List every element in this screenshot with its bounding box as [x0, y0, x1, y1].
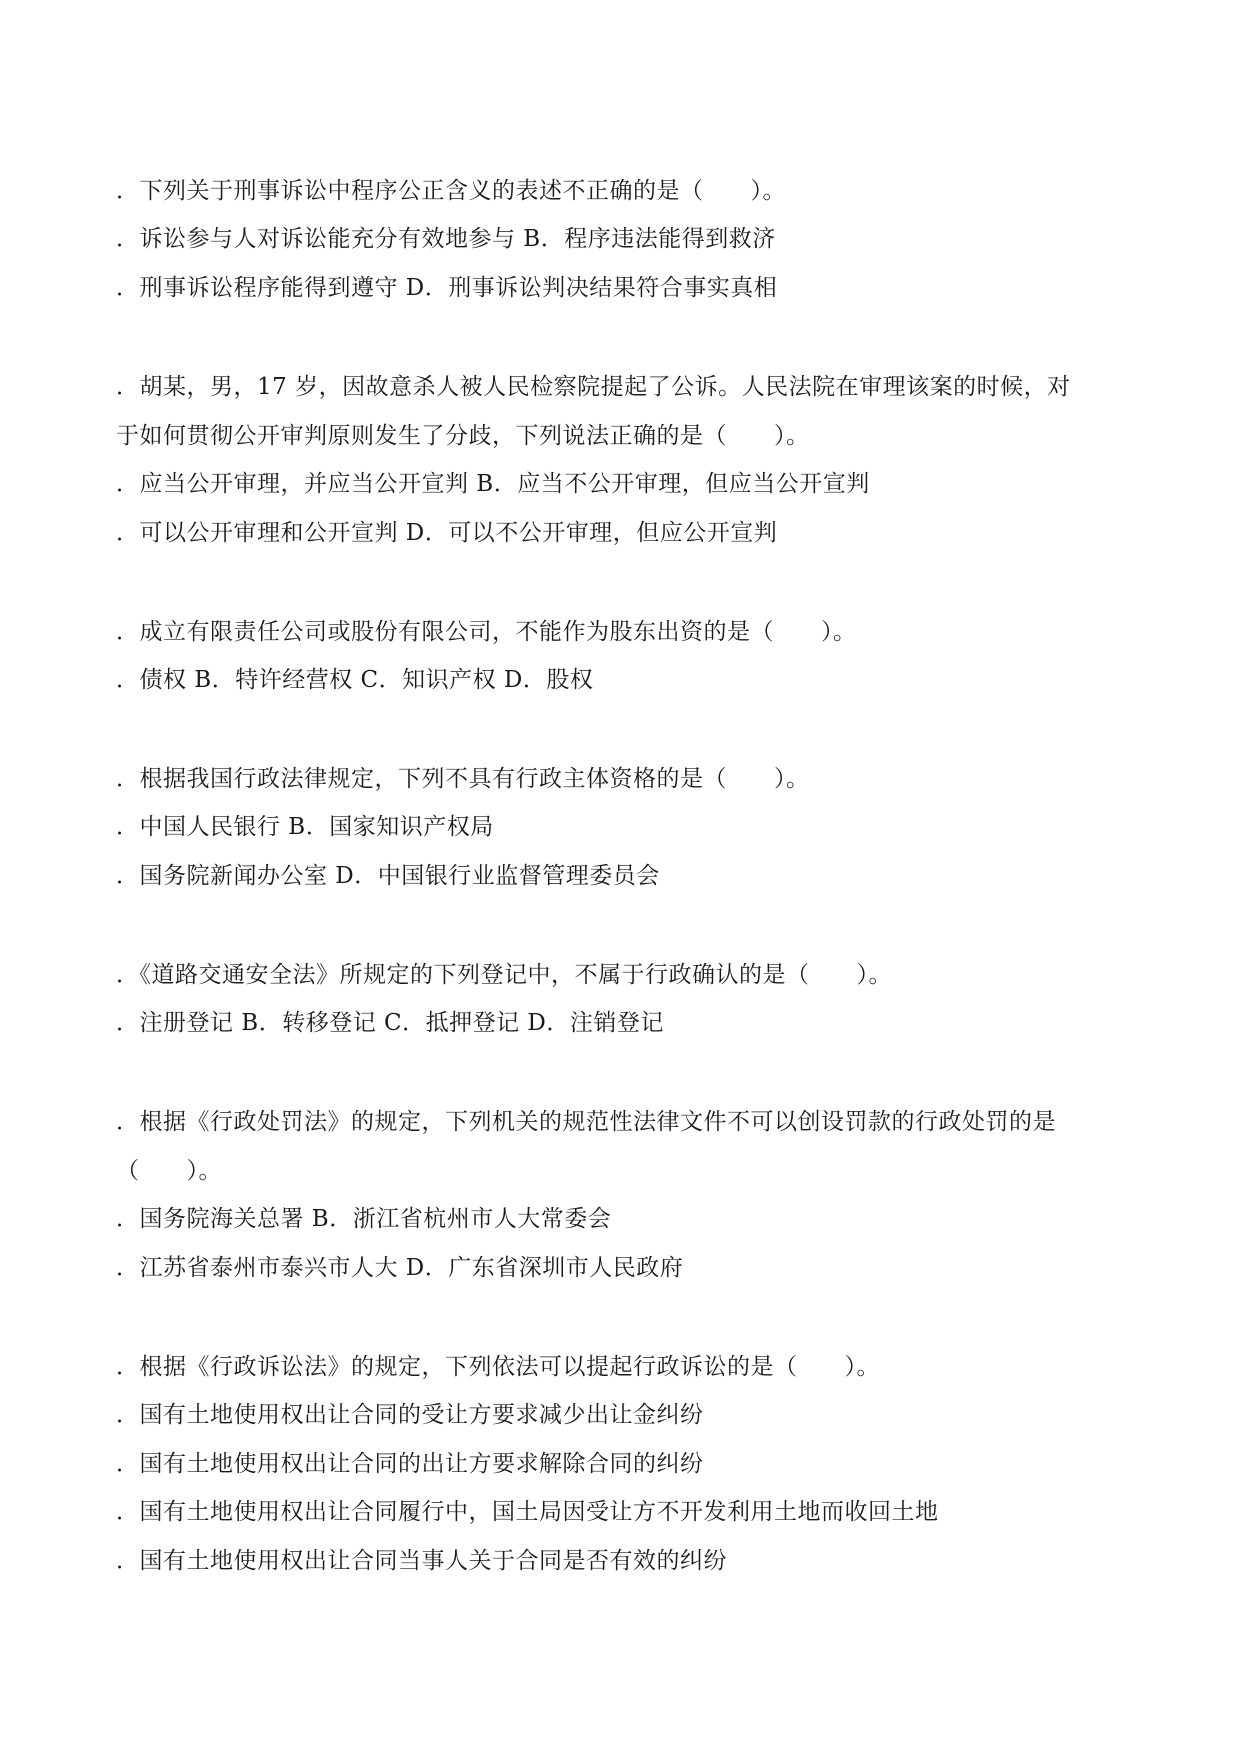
- question-3-stem: ．成立有限责任公司或股份有限公司，不能作为股东出资的是（ ）。: [116, 619, 857, 645]
- question-5-stem: ．《道路交通安全法》所规定的下列登记中，不属于行政确认的是（ ）。: [116, 962, 892, 988]
- question-2-options-ab: ．应当公开审理，并应当公开宣判 B．应当不公开审理，但应当公开宣判: [116, 471, 870, 497]
- question-6-options-ab: ．国务院海关总署 B．浙江省杭州市人大常委会: [116, 1206, 612, 1232]
- question-2-stem-line-2: 于如何贯彻公开审判原则发生了分歧，下列说法正确的是（ ）。: [116, 423, 810, 449]
- question-7-option-b: ．国有土地使用权出让合同的出让方要求解除合同的纠纷: [116, 1451, 704, 1477]
- question-1-options-ab: ．诉讼参与人对诉讼能充分有效地参与 B．程序违法能得到救济: [116, 226, 776, 252]
- question-7-option-a: ．国有土地使用权出让合同的受让方要求减少出让金纠纷: [116, 1402, 704, 1428]
- question-7-option-c: ．国有土地使用权出让合同履行中，国土局因受让方不开发利用土地而收回土地: [116, 1499, 939, 1525]
- question-1-stem: ．下列关于刑事诉讼中程序公正含义的表述不正确的是（ ）。: [116, 178, 786, 204]
- question-6-stem-line-2: （ ）。: [116, 1158, 222, 1184]
- question-6-options-cd: ．江苏省泰州市泰兴市人大 D．广东省深圳市人民政府: [116, 1255, 684, 1281]
- question-3-options: ．债权 B．特许经营权 C．知识产权 D．股权: [116, 667, 594, 693]
- question-2-options-cd: ．可以公开审理和公开宣判 D．可以不公开审理，但应公开宣判: [116, 520, 778, 546]
- question-1-options-cd: ．刑事诉讼程序能得到遵守 D．刑事诉讼判决结果符合事实真相: [116, 275, 778, 301]
- question-4-options-ab: ．中国人民银行 B．国家知识产权局: [116, 814, 494, 840]
- question-4-stem: ．根据我国行政法律规定，下列不具有行政主体资格的是（ ）。: [116, 766, 810, 792]
- question-4-options-cd: ．国务院新闻办公室 D．中国银行业监督管理委员会: [116, 863, 660, 889]
- question-2-stem-line-1: ．胡某，男，17 岁，因故意杀人被人民检察院提起了公诉。人民法院在审理该案的时候，对: [116, 374, 1071, 400]
- question-7-stem: ．根据《行政诉讼法》的规定，下列依法可以提起行政诉讼的是（ ）。: [116, 1354, 880, 1380]
- question-5-options: ．注册登记 B．转移登记 C．抵押登记 D．注销登记: [116, 1010, 664, 1036]
- question-6-stem-line-1: ．根据《行政处罚法》的规定，下列机关的规范性法律文件不可以创设罚款的行政处罚的是: [116, 1109, 1056, 1135]
- question-7-option-d: ．国有土地使用权出让合同当事人关于合同是否有效的纠纷: [116, 1548, 727, 1574]
